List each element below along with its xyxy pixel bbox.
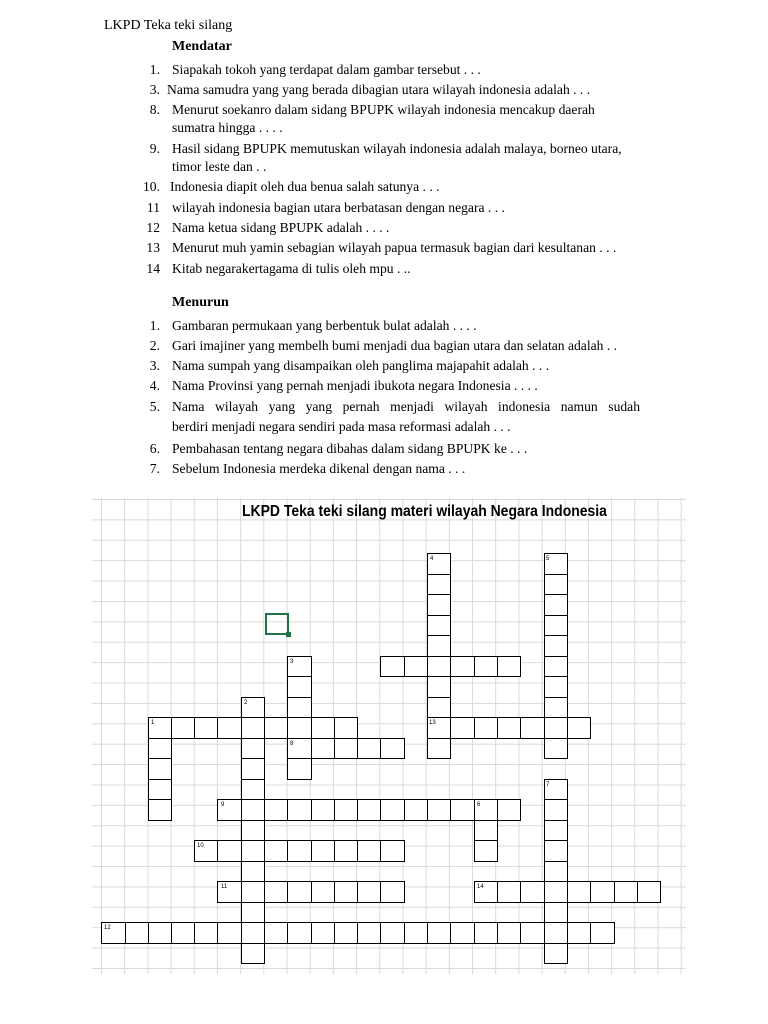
crossword-answer-cell[interactable] (497, 656, 521, 677)
crossword-answer-cell[interactable] (450, 656, 475, 677)
item-text: Menurut soekanro dalam sidang BPUPK wilayah indonesia mencakup daerah (172, 102, 595, 117)
item-text: Nama ketua sidang BPUPK adalah . . . . (172, 220, 390, 235)
crossword-answer-cell[interactable] (544, 676, 568, 698)
item-text: Siapakah tokoh yang terdapat dalam gambar tersebut . . . (172, 62, 481, 77)
crossword-answer-cell[interactable] (497, 717, 521, 739)
mendatar-item (0, 178, 768, 196)
crossword-answer-cell[interactable] (590, 881, 615, 903)
crossword-answer-cell[interactable] (311, 881, 335, 903)
item-number: 3. (149, 82, 160, 97)
item-number: 3. (149, 358, 160, 373)
crossword-answer-cell[interactable] (544, 861, 568, 882)
crossword-answer-cell[interactable] (427, 738, 451, 759)
item-number: 9. (149, 141, 160, 156)
crossword-answer-cell[interactable] (241, 738, 265, 759)
crossword-answer-cell[interactable] (357, 922, 381, 944)
crossword-answer-cell[interactable] (544, 635, 568, 657)
crossword-answer-cell[interactable] (520, 717, 545, 739)
crossword-answer-cell[interactable] (311, 738, 335, 759)
menurun-item (0, 440, 768, 458)
crossword-answer-cell[interactable] (474, 656, 498, 677)
crossword-answer-cell[interactable] (567, 881, 591, 903)
crossword-answer-cell[interactable] (311, 840, 335, 862)
menurun-item (0, 377, 768, 395)
crossword-answer-cell[interactable] (427, 676, 451, 698)
mendatar-item (0, 260, 768, 278)
crossword-answer-cell[interactable] (450, 799, 475, 821)
crossword-answer-cell[interactable] (520, 881, 545, 903)
item-text: Nama Provinsi yang pernah menjadi ibukota negara Indonesia . . . . (172, 378, 538, 393)
clue-number-7: 7 (546, 782, 550, 788)
crossword-answer-cell[interactable] (427, 799, 451, 821)
document-title: LKPD Teka teki silang (104, 18, 233, 33)
crossword-answer-cell[interactable] (544, 697, 568, 718)
crossword-answer-cell[interactable] (148, 799, 172, 821)
crossword-answer-cell[interactable] (497, 881, 521, 903)
crossword-answer-cell[interactable] (287, 840, 312, 862)
crossword-answer-cell[interactable] (264, 881, 288, 903)
crossword-answer-cell[interactable] (427, 656, 451, 677)
crossword-answer-cell[interactable] (171, 717, 195, 739)
menurun-item (0, 398, 768, 434)
crossword-answer-cell[interactable] (474, 840, 498, 862)
crossword-answer-cell[interactable] (427, 697, 451, 718)
crossword-answer-cell[interactable] (380, 738, 405, 759)
item-number: 1. (149, 62, 160, 77)
crossword-answer-cell[interactable] (264, 717, 288, 739)
crossword-answer-cell[interactable] (357, 840, 381, 862)
clue-number-3: 3 (290, 659, 294, 665)
crossword-answer-cell[interactable] (148, 758, 172, 780)
item-number: 11 (146, 200, 160, 215)
item-number: 12 (146, 220, 160, 235)
crossword-answer-cell[interactable] (287, 758, 312, 780)
item-text: Nama sumpah yang disampaikan oleh panglima majapahit adalah . . . (172, 358, 550, 373)
crossword-answer-cell[interactable] (148, 922, 172, 944)
crossword-answer-cell[interactable] (194, 922, 218, 944)
clue-number-5: 5 (546, 556, 550, 562)
item-number: 6. (149, 441, 160, 456)
crossword-answer-cell[interactable] (125, 922, 149, 944)
crossword-answer-cell[interactable] (311, 799, 335, 821)
clue-number-2: 2 (244, 700, 248, 706)
crossword-title: LKPD Teka teki silang materi wilayah Negara Indonesia (242, 503, 607, 520)
crossword-answer-cell[interactable] (544, 717, 568, 739)
crossword-answer-cell[interactable] (217, 717, 242, 739)
crossword-answer-cell[interactable] (544, 799, 568, 821)
menurun-heading: Menurun (172, 295, 229, 310)
crossword-answer-cell[interactable] (427, 922, 451, 944)
crossword-answer-cell[interactable] (334, 840, 358, 862)
crossword-answer-cell[interactable] (614, 881, 638, 903)
crossword-answer-cell[interactable] (148, 738, 172, 759)
crossword-answer-cell[interactable] (171, 922, 195, 944)
item-number: 4. (149, 378, 160, 393)
crossword-answer-cell[interactable] (357, 738, 381, 759)
crossword-answer-cell[interactable] (404, 656, 428, 677)
crossword-answer-cell[interactable] (497, 922, 521, 944)
crossword-answer-cell[interactable] (241, 717, 265, 739)
crossword-answer-cell[interactable] (287, 717, 312, 739)
crossword-answer-cell[interactable] (544, 943, 568, 964)
crossword-answer-cell[interactable] (544, 574, 568, 595)
crossword-answer-cell[interactable] (241, 861, 265, 882)
crossword-answer-cell[interactable] (544, 656, 568, 677)
crossword-answer-cell[interactable] (357, 881, 381, 903)
item-text: Pembahasan tentang negara dibahas dalam sidang BPUPK ke . . . (172, 441, 528, 456)
item-number: 14 (146, 261, 160, 276)
crossword-answer-cell[interactable] (380, 840, 405, 862)
crossword-answer-cell[interactable] (544, 840, 568, 862)
crossword-answer-cell[interactable] (287, 697, 312, 718)
crossword-answer-cell[interactable] (520, 922, 545, 944)
crossword-answer-cell[interactable] (287, 676, 312, 698)
crossword-answer-cell[interactable] (311, 717, 335, 739)
crossword-answer-cell[interactable] (287, 922, 312, 944)
mendatar-item (0, 239, 768, 257)
crossword-answer-cell[interactable] (590, 922, 615, 944)
crossword-answer-cell[interactable] (427, 635, 451, 657)
crossword-answer-cell[interactable] (380, 922, 405, 944)
crossword-answer-cell[interactable] (334, 922, 358, 944)
crossword-answer-cell[interactable] (217, 840, 242, 862)
clue-number-8: 8 (290, 741, 294, 747)
clue-number-6: 6 (477, 802, 481, 808)
crossword-answer-cell[interactable] (450, 717, 475, 739)
clue-number-12: 12 (104, 925, 111, 931)
menurun-item (0, 317, 768, 335)
item-text: Kitab negarakertagama di tulis oleh mpu . .. (172, 261, 411, 276)
clue-number-11: 11 (221, 884, 228, 890)
item-text: Indonesia diapit oleh dua benua salah satunya . . . (170, 179, 440, 194)
crossword-answer-cell[interactable] (241, 758, 265, 780)
crossword-answer-cell[interactable] (241, 902, 265, 923)
crossword-answer-cell[interactable] (544, 922, 568, 944)
item-number: 13 (146, 240, 160, 255)
crossword-answer-cell[interactable] (544, 738, 568, 759)
crossword-answer-cell[interactable] (334, 717, 358, 739)
crossword-answer-cell[interactable] (474, 820, 498, 841)
crossword-answer-cell[interactable] (544, 594, 568, 616)
crossword-answer-cell[interactable] (404, 799, 428, 821)
crossword-answer-cell[interactable] (427, 615, 451, 636)
crossword-answer-cell[interactable] (264, 799, 288, 821)
crossword-answer-cell[interactable] (544, 881, 568, 903)
crossword-answer-cell[interactable] (474, 922, 498, 944)
item-text-continued: sumatra hingga . . . . (172, 120, 283, 135)
item-text: wilayah indonesia bagian utara berbatasan dengan negara . . . (172, 200, 505, 215)
crossword-answer-cell[interactable] (334, 799, 358, 821)
crossword-answer-cell[interactable] (241, 799, 265, 821)
menurun-item (0, 357, 768, 375)
crossword-answer-cell[interactable] (404, 922, 428, 944)
item-text: Hasil sidang BPUPK memutuskan wilayah indonesia adalah malaya, borneo utara, (172, 141, 622, 156)
item-text-continued: berdiri menjadi negara sendiri pada masa reformasi adalah . . . (172, 419, 511, 434)
item-text: Nama samudra yang yang berada dibagian utara wilayah indonesia adalah . . . (167, 82, 591, 97)
clue-number-4: 4 (430, 556, 434, 562)
crossword-answer-cell[interactable] (194, 717, 218, 739)
crossword-answer-cell[interactable] (334, 881, 358, 903)
clue-number-1: 1 (151, 720, 155, 726)
crossword-answer-cell[interactable] (241, 881, 265, 903)
crossword-answer-cell[interactable] (544, 820, 568, 841)
item-number: 5. (149, 399, 160, 414)
menurun-item (0, 460, 768, 478)
crossword-answer-cell[interactable] (450, 922, 475, 944)
item-number: 2. (149, 338, 160, 353)
crossword-answer-cell[interactable] (427, 594, 451, 616)
clue-number-13: 13 (429, 720, 436, 726)
crossword-answer-cell[interactable] (380, 656, 405, 677)
crossword-answer-cell[interactable] (241, 922, 265, 944)
crossword-answer-cell[interactable] (264, 840, 288, 862)
crossword-answer-cell[interactable] (241, 840, 265, 862)
item-number: 8. (149, 102, 160, 117)
crossword-answer-cell[interactable] (637, 881, 661, 903)
clue-number-9: 9 (221, 802, 225, 808)
mendatar-item (0, 199, 768, 217)
crossword-answer-cell[interactable] (217, 922, 242, 944)
crossword-answer-cell[interactable] (497, 799, 521, 821)
menurun-item (0, 337, 768, 355)
crossword-answer-cell[interactable] (287, 881, 312, 903)
crossword-answer-cell[interactable] (567, 717, 591, 739)
crossword-answer-cell[interactable] (380, 799, 405, 821)
crossword-answer-cell[interactable] (544, 615, 568, 636)
mendatar-item (0, 219, 768, 237)
crossword-answer-cell[interactable] (380, 881, 405, 903)
mendatar-item (0, 140, 768, 176)
clue-number-14: 14 (477, 884, 484, 890)
item-text: Gari imajiner yang membelh bumi menjadi dua bagian utara dan selatan adalah . . (172, 338, 618, 353)
item-text: Nama wilayah yang yang pernah menjadi wilayah indonesia namun sudah (172, 399, 640, 414)
crossword-answer-cell[interactable] (357, 799, 381, 821)
crossword-answer-cell[interactable] (241, 779, 265, 800)
mendatar-item (0, 81, 768, 99)
item-text: Menurut muh yamin sebagian wilayah papua termasuk bagian dari kesultanan . . . (172, 240, 617, 255)
item-number: 10. (143, 179, 160, 194)
mendatar-item (0, 101, 768, 137)
crossword-answer-cell[interactable] (241, 820, 265, 841)
crossword-answer-cell[interactable] (567, 922, 591, 944)
mendatar-item (0, 61, 768, 79)
item-number: 1. (149, 318, 160, 333)
item-text: Gambaran permukaan yang berbentuk bulat adalah . . . . (172, 318, 477, 333)
selected-cell-cursor[interactable] (265, 613, 289, 635)
item-text: Sebelum Indonesia merdeka dikenal dengan nama . . . (172, 461, 466, 476)
mendatar-heading: Mendatar (172, 39, 232, 54)
crossword-answer-cell[interactable] (544, 902, 568, 923)
crossword-answer-cell[interactable] (311, 922, 335, 944)
crossword-answer-cell[interactable] (427, 574, 451, 595)
item-number: 7. (149, 461, 160, 476)
crossword-answer-cell[interactable] (264, 922, 288, 944)
clue-number-10: 10 (197, 843, 204, 849)
crossword-answer-cell[interactable] (287, 799, 312, 821)
crossword-answer-cell[interactable] (241, 943, 265, 964)
crossword-answer-cell[interactable] (334, 738, 358, 759)
crossword-answer-cell[interactable] (474, 717, 498, 739)
item-text-continued: timor leste dan . . (172, 159, 267, 174)
crossword-answer-cell[interactable] (148, 779, 172, 800)
